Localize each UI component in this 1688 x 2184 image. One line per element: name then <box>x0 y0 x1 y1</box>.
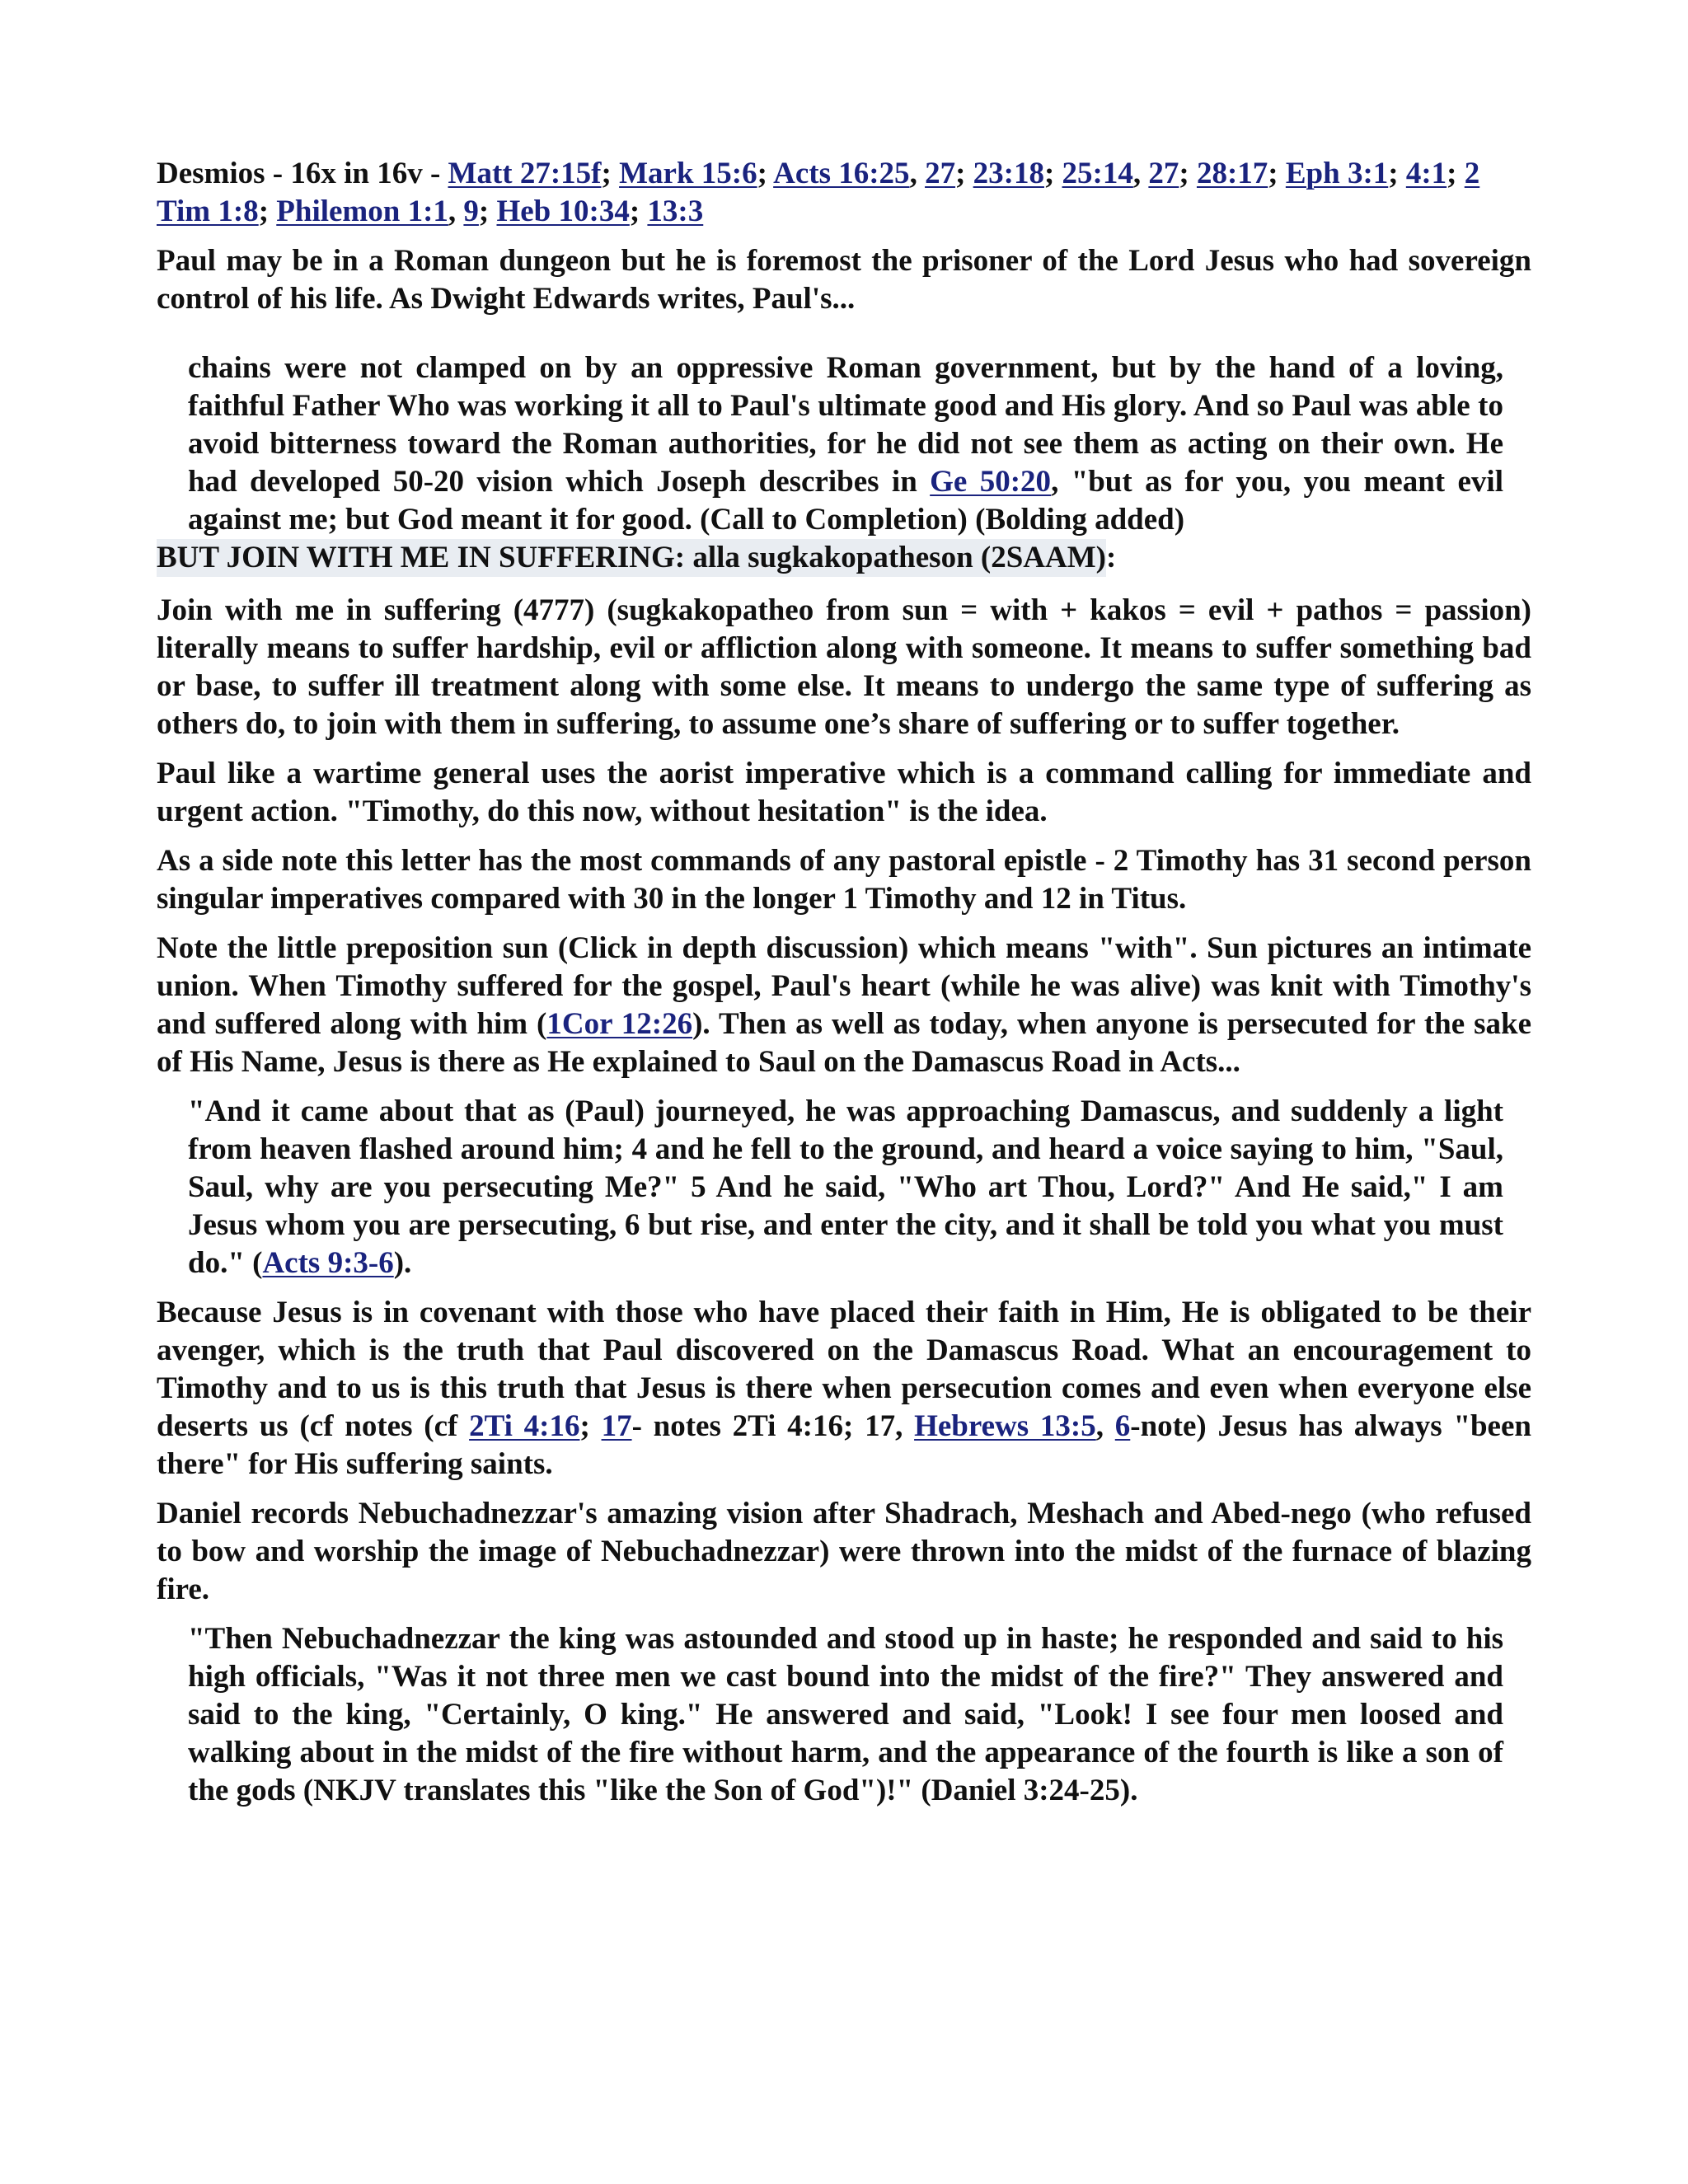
link-hebrews-13-5[interactable]: Hebrews 13:5 <box>914 1409 1096 1443</box>
paragraph-side-note: As a side note this letter has the most commands of any pastoral epistle - 2 Timothy has 31 second person singular imperatives compared with 30 in the longer 1 Timothy and 12 in Titus. <box>157 844 1531 916</box>
link-heb-13-3[interactable]: 13:3 <box>647 194 704 228</box>
link-acts-25-14[interactable]: 25:14 <box>1062 157 1133 190</box>
link-2ti-4-16[interactable]: 2Ti 4:16 <box>469 1409 580 1443</box>
link-acts-25-27[interactable]: 27 <box>1148 157 1179 190</box>
link-philemon-1-9[interactable]: 9 <box>463 194 479 228</box>
link-matt-27-15f[interactable]: Matt 27:15f <box>448 157 602 190</box>
paragraph-prisoner: Paul may be in a Roman dungeon but he is foremost the prisoner of the Lord Jesus who had sovereign control of his life. As Dwight Edwards writes, Paul's... <box>157 244 1531 316</box>
link-acts-16-27[interactable]: 27 <box>925 157 956 190</box>
link-philemon-1-1[interactable]: Philemon 1:1 <box>276 194 448 228</box>
link-acts-23-18[interactable]: 23:18 <box>973 157 1044 190</box>
blockquote-daniel: "Then Nebuchadnezzar the king was astounded and stood up in haste; he responded and said to his high officials, "Was it not three men we cast bound into the midst of the fire?" They answered and said to the king, "Certainly, O king." He answered and said, "Look! I see four men loosed and walking about in the midst of the fire without harm, and the appearance of the fourth is like a son of the gods (NKJV translates this "like the Son of God")!" (Daniel 3:24-25). <box>188 1622 1503 1807</box>
link-2ti-4-17[interactable]: 17 <box>601 1409 632 1443</box>
section-heading-colon: : <box>1106 541 1117 574</box>
blockquote-edwards: chains were not clamped on by an oppressive Roman government, but by the hand of a loving, faithful Father Who was working it all to Paul's ultimate good and His glory. And so Paul was able to avoid bitterness toward the Roman authorities, for he did not see them as acting on their own. He had developed 50-20 vision which Joseph describes in Ge 50:20, "but as for you, you meant evil against me; but God meant it for good. (Call to Completion) (Bolding added) <box>188 351 1503 537</box>
link-1cor-12-26[interactable]: 1Cor 12:26 <box>546 1007 693 1041</box>
blockquote-acts: "And it came about that as (Paul) journeyed, he was approaching Damascus, and suddenly a light from heaven flashed around him; 4 and he fell to the ground, and heard a voice saying to him, "Saul, Saul, why are you persecuting Me?" 5 And he said, "Who art Thou, Lord?" And He said," I am Jesus whom you are persecuting, 6 but rise, and enter the city, and it shall be told you what you must do." (Acts 9:3-6). <box>188 1094 1503 1280</box>
link-hebrews-13-6[interactable]: 6 <box>1114 1409 1131 1443</box>
link-eph-4-1[interactable]: 4:1 <box>1405 157 1447 190</box>
section-heading: BUT JOIN WITH ME IN SUFFERING: alla sugkakopatheson (2SAAM) <box>157 539 1106 577</box>
paragraph-preposition-sun: Note the little preposition sun (Click in depth discussion) which means "with". Sun pictures an intimate union. When Timothy suffered for the gospel, Paul's heart (while he was alive) was knit with Timothy's and suffered along with him (1Cor 12:26). Then as well as today, when anyone is persecuted for the sake of His Name, Jesus is there as He explained to Saul on the Damascus Road in Acts... <box>157 931 1531 1079</box>
paragraph-join-with-me: Join with me in suffering (4777) (sugkakopatheo from sun = with + kakos = evil + pathos = passion) literally means to suffer hardship, evil or affliction along with someone. It means to suffer something bad or base, to suffer ill treatment along with some else. It means to undergo the same type of suffering as others do, to join with them in suffering, to assume one’s share of suffering or to suffer together. <box>157 593 1531 741</box>
link-2-tim-1-8[interactable]: 2 Tim 1:8 <box>157 157 1480 228</box>
link-acts-28-17[interactable]: 28:17 <box>1196 157 1268 190</box>
refs-lead: Desmios - 16x in 16v - <box>157 157 448 190</box>
link-acts-16-25[interactable]: Acts 16:25 <box>773 157 910 190</box>
link-mark-15-6[interactable]: Mark 15:6 <box>619 157 757 190</box>
desmios-reference-line: Desmios - 16x in 16v - Matt 27:15f; Mark 15:6; Acts 16:25, 27; 23:18; 25:14, 27; 28:17; Eph 3:1; 4:1; 2 Tim 1:8; Philemon 1:1, 9; Heb 10:34; 13:3 <box>157 157 1480 228</box>
link-ge-50-20[interactable]: Ge 50:20 <box>930 465 1052 499</box>
paragraph-wartime-general: Paul like a wartime general uses the aorist imperative which is a command calling for immediate and urgent action. "Timothy, do this now, without hesitation" is the idea. <box>157 757 1531 828</box>
link-eph-3-1[interactable]: Eph 3:1 <box>1285 157 1389 190</box>
paragraph-daniel: Daniel records Nebuchadnezzar's amazing vision after Shadrach, Meshach and Abed-nego (who refused to bow and worship the image of Nebuchadnezzar) were thrown into the midst of the furnace of blazing fire. <box>157 1497 1531 1606</box>
paragraph-covenant: Because Jesus is in covenant with those who have placed their faith in Him, He is obligated to be their avenger, which is the truth that Paul discovered on the Damascus Road. What an encouragement to Timothy and to us is this truth that Jesus is there when persecution comes and even when everyone else deserts us (cf notes (cf 2Ti 4:16; 17- notes 2Ti 4:16; 17, Hebrews 13:5, 6-note) Jesus has always "been there" for His suffering saints. <box>157 1296 1531 1481</box>
section-heading-row <box>157 539 1531 592</box>
link-heb-10-34[interactable]: Heb 10:34 <box>496 194 630 228</box>
link-acts-9-3-6[interactable]: Acts 9:3-6 <box>262 1246 394 1280</box>
